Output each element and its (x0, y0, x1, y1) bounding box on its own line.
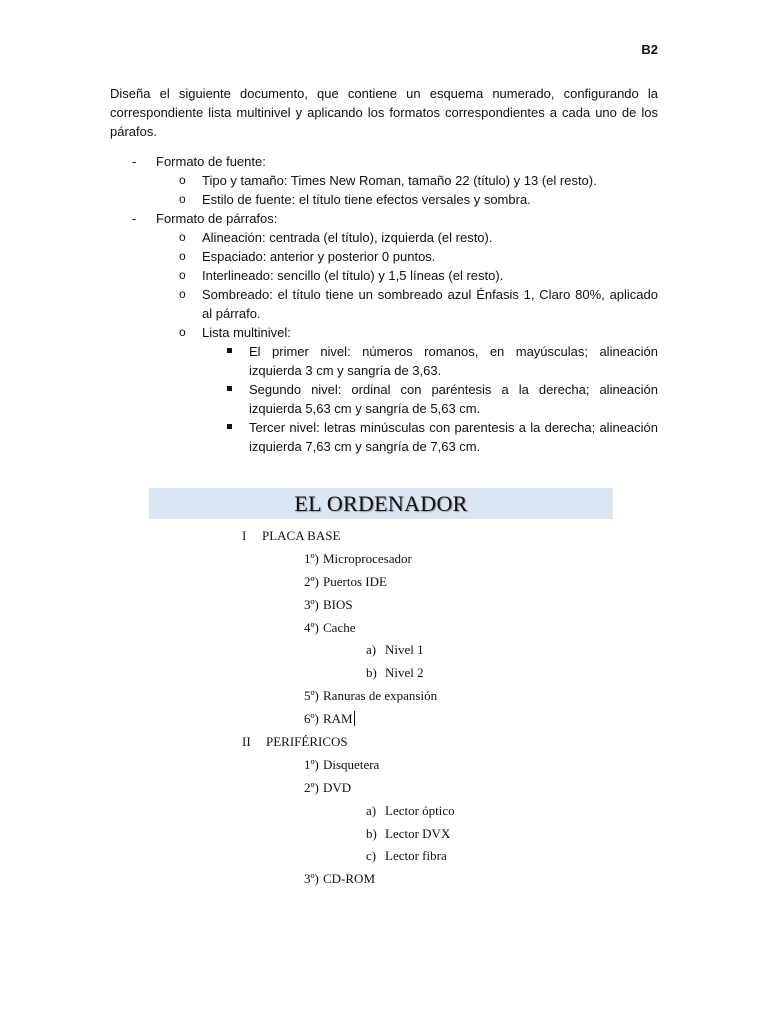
outline-level1-item (0, 525, 768, 548)
outline-label: PLACA BASE (262, 528, 341, 543)
outline-level3-item (0, 662, 768, 685)
outline-level2-item (0, 868, 768, 891)
outline-number: 5º) (304, 688, 319, 704)
outline-number: b) (366, 825, 377, 841)
outline-level2-item (0, 777, 768, 800)
outline-label: Nivel 1 (385, 642, 424, 658)
outline-number: c) (366, 848, 377, 864)
list-item-paragraph-format (110, 209, 658, 228)
circle-bullet: o (179, 173, 186, 187)
outline-number: 3º) (304, 596, 319, 612)
list-item (110, 285, 658, 323)
outline-level2-item (0, 708, 768, 731)
page-label: B2 (641, 42, 658, 57)
outline-number: a) (366, 802, 377, 818)
list-item (110, 342, 658, 380)
outline-label: Lector óptico (385, 802, 455, 818)
outline-level2-item (0, 571, 768, 594)
outline-label: PERIFÉRICOS (266, 734, 348, 750)
list-item-text: Sombreado: el título tiene un sombreado azul Énfasis 1, Claro 80%, aplicado al párrafo. (202, 287, 658, 321)
list-item-text: Lista multinivel: (202, 325, 291, 340)
outline-number: 4º) (304, 619, 319, 635)
circle-bullet: o (179, 192, 186, 206)
square-bullet-icon (227, 348, 232, 353)
outline-level3-item (0, 845, 768, 868)
outline-number: I (242, 528, 247, 543)
outline-number: II (242, 734, 251, 750)
list-item-text: Segundo nivel: ordinal con paréntesis a la derecha; alineación izquierda 5,63 cm y sangría de 5,63 cm. (249, 382, 658, 416)
list-item (110, 380, 658, 418)
outline-level2-item (0, 685, 768, 708)
outline-label: Nivel 2 (385, 665, 424, 681)
instructions-list (110, 152, 658, 456)
outline-level2-item (0, 617, 768, 640)
outline-level3-item (0, 823, 768, 846)
document-title: EL ORDENADOR (149, 488, 613, 519)
list-item-label: Formato de fuente: (156, 154, 266, 169)
circle-bullet: o (179, 325, 186, 339)
circle-bullet: o (179, 287, 186, 301)
list-item (110, 171, 658, 190)
list-item-text: El primer nivel: números romanos, en mayúsculas; alineación izquierda 3 cm y sangría de 3,63. (249, 344, 658, 378)
outline-number: 1º) (304, 550, 319, 566)
outline-label: BIOS (323, 596, 353, 612)
list-item-label: Formato de párrafos: (156, 211, 278, 226)
outline-level3-item (0, 639, 768, 662)
outline-level3-item (0, 800, 768, 823)
square-bullet-icon (227, 386, 232, 391)
outline-level1-item (0, 731, 768, 754)
outline-level2-item (0, 594, 768, 617)
dash-bullet: - (132, 154, 137, 169)
list-item (110, 266, 658, 285)
outline-number: a) (366, 642, 377, 658)
outline-number: 6º) (304, 711, 319, 727)
outline-label: Lector fibra (385, 848, 447, 864)
square-bullet-icon (227, 424, 232, 429)
list-item (110, 323, 658, 342)
outline-label: Microprocesador (323, 550, 412, 566)
dash-bullet: - (132, 211, 137, 226)
outline-label: Cache (323, 619, 356, 635)
list-item (110, 418, 658, 456)
list-item (110, 247, 658, 266)
circle-bullet: o (179, 249, 186, 263)
list-item-text: Alineación: centrada (el título), izquierda (el resto). (202, 230, 493, 245)
outline-number: 2º) (304, 573, 319, 589)
outline-level2-item (0, 548, 768, 571)
outline-label: Disquetera (323, 756, 380, 772)
outline-label: Lector DVX (385, 825, 451, 841)
outline-label: Ranuras de expansión (323, 688, 438, 704)
text-cursor (354, 711, 355, 726)
outline-number: 3º) (304, 871, 319, 887)
outline-level2-item (0, 754, 768, 777)
list-item-text: Estilo de fuente: el título tiene efectos versales y sombra. (202, 192, 531, 207)
outline-label: Puertos IDE (323, 573, 387, 589)
list-item-text: Espaciado: anterior y posterior 0 puntos. (202, 249, 436, 264)
outline-label[interactable] (323, 708, 355, 731)
list-item-text: Tercer nivel: letras minúsculas con parentesis a la derecha; alineación izquierda 7,63 cm y sangría de 7,63 cm. (249, 420, 658, 454)
list-item (110, 228, 658, 247)
outline (0, 525, 768, 891)
outline-label: DVD (323, 779, 352, 795)
list-item-text: Interlineado: sencillo (el título) y 1,5 líneas (el resto). (202, 268, 504, 283)
outline-number: b) (366, 665, 377, 681)
outline-number: 1º) (304, 756, 319, 772)
intro-paragraph: Diseña el siguiente documento, que contiene un esquema numerado, configurando la correspondiente lista multinivel y aplicando los formatos correspondientes a cada uno de los párafos. (110, 86, 658, 139)
circle-bullet: o (179, 268, 186, 282)
circle-bullet: o (179, 230, 186, 244)
list-item (110, 190, 658, 209)
list-item-text: Tipo y tamaño: Times New Roman, tamaño 22 (título) y 13 (el resto). (202, 173, 597, 188)
list-item-font-format (110, 152, 658, 171)
outline-number: 2º) (304, 779, 319, 795)
outline-label: CD-ROM (323, 871, 376, 887)
outline-label-text: RAM (323, 711, 353, 727)
